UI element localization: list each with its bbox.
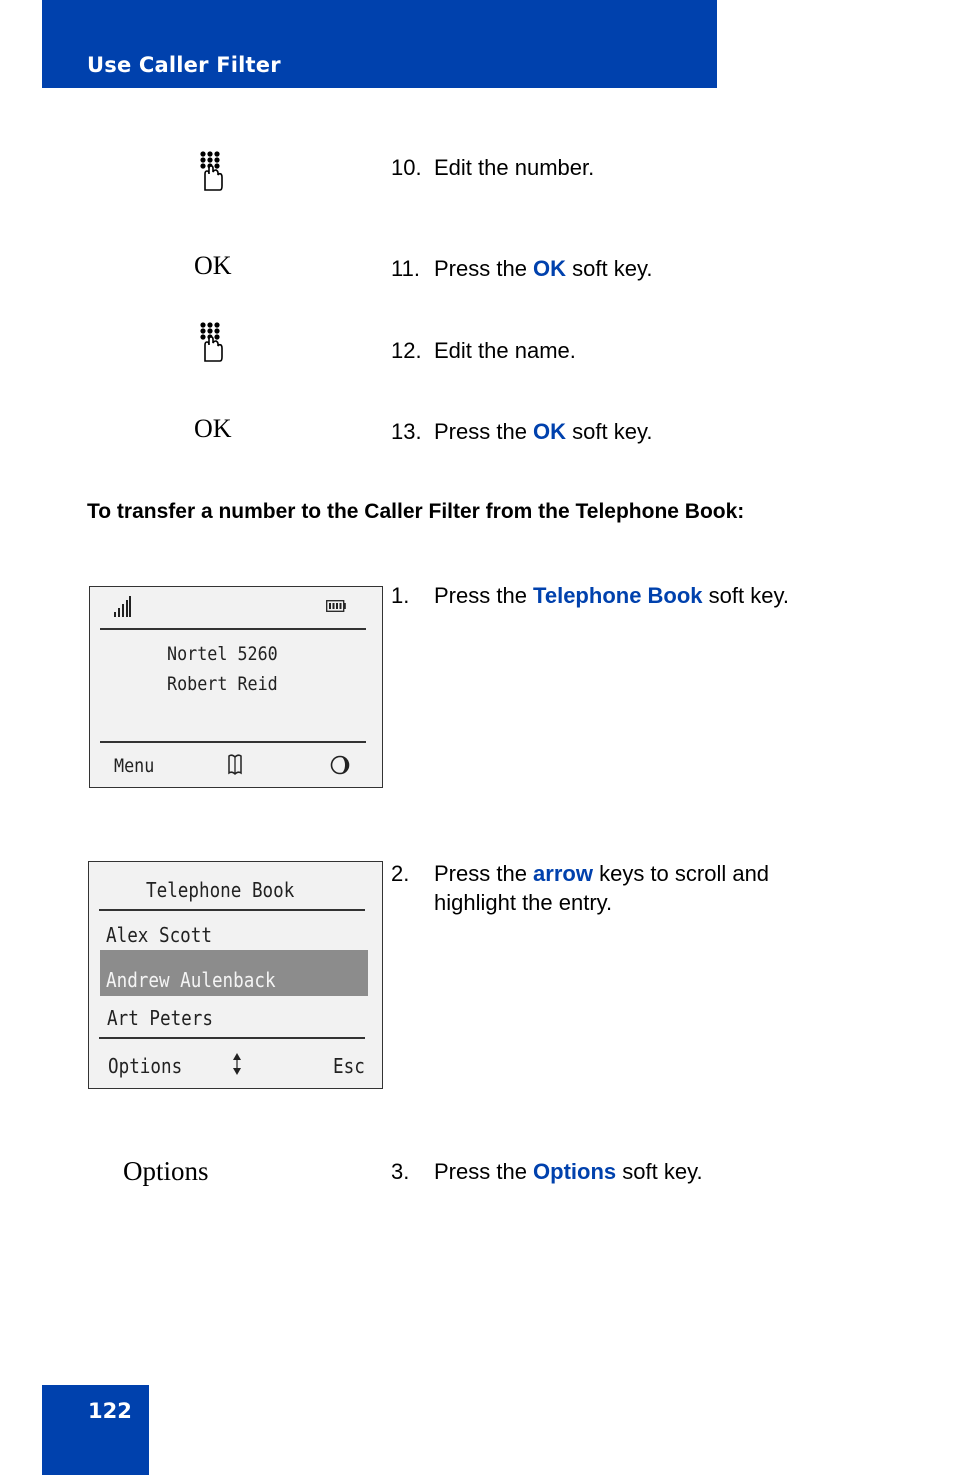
telephone-book-icon[interactable] bbox=[227, 753, 243, 777]
redial-icon[interactable] bbox=[330, 754, 350, 776]
step-number: 13. bbox=[391, 419, 422, 444]
divider bbox=[99, 1037, 365, 1039]
options-key-ref: Options bbox=[533, 1159, 617, 1184]
divider bbox=[100, 628, 366, 630]
step-3 bbox=[391, 1157, 703, 1186]
user-name-text: Robert Reid bbox=[167, 673, 278, 695]
telephone-book-screen bbox=[88, 861, 383, 1089]
header-band bbox=[42, 0, 717, 88]
list-item-selected[interactable]: Andrew Aulenback bbox=[106, 968, 276, 992]
page-header-title: Use Caller Filter bbox=[87, 53, 281, 77]
step-number: 3. bbox=[391, 1159, 410, 1184]
step-10 bbox=[391, 153, 594, 182]
step-number: 1. bbox=[391, 583, 410, 608]
step-number: 12. bbox=[391, 338, 422, 363]
options-soft-key[interactable]: Options bbox=[108, 1054, 183, 1078]
step-text: Press the bbox=[434, 419, 534, 444]
arrow-key-ref: arrow bbox=[533, 861, 593, 886]
step-text: Press the bbox=[434, 1159, 534, 1184]
scroll-arrows-icon[interactable] bbox=[231, 1051, 243, 1077]
battery-icon bbox=[326, 600, 346, 612]
menu-soft-key[interactable]: Menu bbox=[114, 755, 155, 777]
step-text: Press the bbox=[434, 583, 534, 608]
keypad-icon bbox=[197, 150, 227, 194]
list-item[interactable]: Art Peters bbox=[107, 1006, 213, 1030]
step-text: Edit the number. bbox=[434, 155, 595, 180]
phone-idle-screen bbox=[89, 586, 383, 788]
list-item[interactable]: Alex Scott bbox=[106, 923, 212, 947]
step-text: soft key. bbox=[566, 419, 653, 444]
step-text: soft key. bbox=[616, 1159, 703, 1184]
ok-soft-key-ref: OK bbox=[533, 419, 567, 444]
phone-model-text: Nortel 5260 bbox=[167, 643, 278, 665]
options-key-label: Options bbox=[123, 1156, 209, 1186]
step-text: highlight the entry. bbox=[434, 890, 613, 915]
ok-key-label: OK bbox=[194, 414, 232, 443]
step-number: 11. bbox=[391, 256, 420, 281]
signal-strength-icon bbox=[113, 595, 133, 619]
step-text: keys to scroll and bbox=[592, 861, 770, 886]
step-13 bbox=[391, 417, 652, 446]
page-number-box bbox=[42, 1385, 149, 1475]
step-text: Edit the name. bbox=[434, 338, 576, 363]
step-2 bbox=[391, 859, 769, 917]
divider bbox=[100, 741, 366, 743]
step-text: soft key. bbox=[566, 256, 653, 281]
step-11 bbox=[391, 254, 652, 283]
step-text: Press the bbox=[434, 861, 534, 886]
page-number: 122 bbox=[88, 1399, 132, 1423]
step-text: soft key. bbox=[702, 583, 789, 608]
telephone-book-key-ref: Telephone Book bbox=[533, 583, 703, 608]
step-1 bbox=[391, 581, 789, 610]
esc-soft-key[interactable]: Esc bbox=[333, 1054, 365, 1078]
ok-soft-key-ref: OK bbox=[533, 256, 567, 281]
screen-title: Telephone Book bbox=[146, 878, 295, 902]
divider bbox=[99, 909, 365, 911]
step-12 bbox=[391, 336, 576, 365]
step-number: 10. bbox=[391, 155, 422, 180]
keypad-icon bbox=[197, 321, 227, 365]
step-number: 2. bbox=[391, 861, 410, 886]
ok-key-label: OK bbox=[194, 251, 232, 280]
section-heading: To transfer a number to the Caller Filter from the Telephone Book: bbox=[87, 500, 745, 523]
step-text: Press the bbox=[434, 256, 534, 281]
